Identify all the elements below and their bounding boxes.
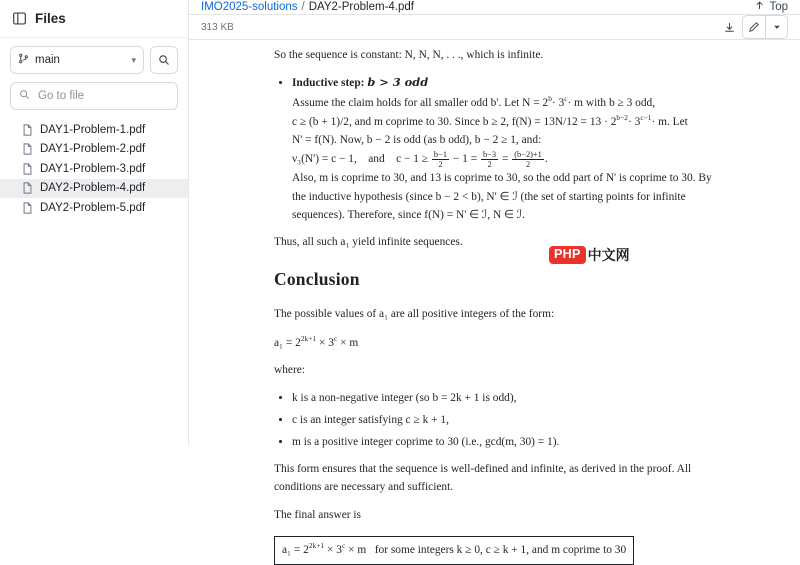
inductive-body-3: · m with b ≥ 3 odd, xyxy=(567,96,656,109)
file-toolbar-actions xyxy=(718,15,788,39)
document-viewer[interactable] xyxy=(189,40,800,565)
main-panel xyxy=(189,0,800,557)
doc-closing xyxy=(274,460,712,497)
doc-possible-values: The possible values of a₁ are all positive integers of the form: xyxy=(274,308,555,321)
branch-name: main xyxy=(35,54,60,66)
search-icon xyxy=(19,87,30,105)
inductive-step-label: Inductive step: xyxy=(292,77,365,90)
inductive-body-line2: c ≥ (b + 1)/2, and m coprime to 30. Since b ≥ 2, $f(N) = 13N/12 = 13 \cdot 2^{b-2}\cdot 3^{c-1}\cdot m$. Let xyxy=(292,113,688,128)
branch-icon xyxy=(18,53,29,67)
file-icon xyxy=(22,202,33,214)
line-c-geq: c ≥ (b + 1)/2, and m coprime to 30. Since b ≥ 2, f(N) = 13N/12 = 13 · 2 xyxy=(292,116,617,128)
file-list-item-selected[interactable] xyxy=(0,179,188,199)
doc-line-thus: Thus, all such a₁ yield infinite sequences. xyxy=(274,235,463,248)
sidebar-title: Files xyxy=(35,11,66,26)
breadcrumb-separator: / xyxy=(301,1,305,13)
doc-bullet-inductive-step xyxy=(292,73,712,224)
download-button[interactable] xyxy=(718,16,740,38)
fraction-b-minus-1-over-2: $\frac{b-1}{2}$ xyxy=(433,149,448,170)
line-c-geq-3: · m. Let xyxy=(651,116,688,128)
inductive-body-line7: sequences). Therefore, since f(N) = N' ∈ ℐ, N ∈ ℐ. xyxy=(292,209,526,222)
file-icon xyxy=(22,163,33,175)
edit-button[interactable] xyxy=(743,16,765,38)
file-icon xyxy=(22,143,33,155)
breadcrumb-repo-link[interactable]: IMO2025-solutions xyxy=(201,1,298,13)
branch-selector[interactable] xyxy=(10,46,144,74)
closing-line-2: conditions are necessary and sufficient. xyxy=(274,481,454,494)
inductive-body-line6: the inductive hypothesis (since b − 2 < b), N' ∈ ℐ (the set of starting points for infinite xyxy=(292,190,686,203)
line-nu3-c: − 1 = xyxy=(452,153,478,166)
file-icon xyxy=(22,182,33,194)
inductive-step-condition: b > 3 odd xyxy=(367,75,429,90)
sidebar-search-button[interactable] xyxy=(150,46,178,74)
file-list-item-label: DAY1-Problem-1.pdf xyxy=(40,123,146,136)
scroll-to-top-label: Top xyxy=(769,1,788,13)
file-list-item-label: DAY2-Problem-5.pdf xyxy=(40,201,146,214)
download-icon xyxy=(723,21,736,34)
goto-file-input[interactable] xyxy=(36,89,169,103)
line-nu3-b: c − 1 ≥ xyxy=(396,153,429,166)
breadcrumb-file: DAY2-Problem-4.pdf xyxy=(308,1,414,13)
pencil-icon xyxy=(748,21,760,33)
inductive-body-line3: N' = f(N). Now, b − 2 is odd (as b odd), b − 2 ≥ 1, and: xyxy=(292,134,542,147)
file-toolbar xyxy=(189,15,800,40)
fraction-b-minus-2-plus-1-over-2: $\frac{(b-2)+1}{2}$ xyxy=(514,149,542,170)
inductive-step-body: Assume the claim holds for all smaller odd b'. Let $N = 2^b\cdot 3^c\cdot m$ with b ≥ 3 odd, xyxy=(292,93,656,109)
edit-actions-group xyxy=(742,15,788,39)
doc-bullet-list xyxy=(274,73,712,224)
scroll-to-top-button[interactable] xyxy=(754,0,788,14)
answer-part-2: × 3 xyxy=(324,544,342,557)
watermark-badge: PHP xyxy=(549,246,586,264)
more-options-button[interactable] xyxy=(765,16,787,38)
line-nu3: ν₃(N') = c − 1, xyxy=(292,153,357,166)
goto-file-row[interactable] xyxy=(10,82,178,110)
file-list-item[interactable] xyxy=(0,198,188,218)
line-and: and xyxy=(368,153,385,166)
search-icon xyxy=(158,54,170,66)
file-list-item-label: DAY1-Problem-2.pdf xyxy=(40,143,146,156)
conclusion-heading: Conclusion xyxy=(274,268,360,289)
file-list-item-label: DAY1-Problem-3.pdf xyxy=(40,162,146,175)
caret-down-icon xyxy=(772,22,782,32)
where-item: • m is a positive integer coprime to 30 (i.e., gcd(m, 30) = 1). xyxy=(292,433,712,451)
where-item: • c is an integer satisfying c ≥ k + 1, xyxy=(292,411,712,429)
inductive-body-2: · 3 xyxy=(551,96,565,109)
line-c-geq-2: · 3 xyxy=(627,116,641,128)
document-content xyxy=(189,40,800,565)
final-answer-box: $a_1 = 2^{2k+1} \times 3^c \times m$ for some integers k ≥ 0, c ≥ k + 1, and m coprime to 30 xyxy=(274,536,634,564)
formula-part-1: a₁ = 2 xyxy=(274,336,301,349)
sidebar-header xyxy=(0,0,188,38)
closing-line-1: This form ensures that the sequence is well-defined and infinite, as derived in the proof. All xyxy=(274,462,692,475)
answer-part-3: × m xyxy=(345,544,367,557)
formula-part-2: × 3 xyxy=(316,336,334,349)
answer-part-4: for some integers k ≥ 0, c ≥ k + 1, and m coprime to 30 xyxy=(374,544,627,557)
doc-where-label: where: xyxy=(274,364,305,377)
files-icon xyxy=(12,11,27,26)
branch-row xyxy=(0,38,188,80)
doc-final-answer-label: The final answer is xyxy=(274,508,361,521)
where-item: • k is a non-negative integer (so b = 2k + 1 is odd), xyxy=(292,389,712,407)
inductive-body-1: Assume the claim holds for all smaller odd b'. Let N = 2 xyxy=(292,96,549,109)
line-nu3-d: = xyxy=(501,153,509,166)
answer-part-1: a₁ = 2 xyxy=(282,544,309,557)
file-size-label: 313 KB xyxy=(201,21,234,33)
doc-where-list xyxy=(274,389,712,452)
fraction-b-minus-3-over-2: $\frac{b-3}{2}$ xyxy=(482,149,497,170)
doc-formula: $a_1 = 2^{2k+1} \times 3^c \times m$ xyxy=(274,333,359,349)
sidebar xyxy=(0,0,189,445)
file-list-item[interactable] xyxy=(0,120,188,140)
file-list-item[interactable] xyxy=(0,140,188,160)
watermark-text: 中文网 xyxy=(587,246,630,263)
arrow-up-icon xyxy=(754,0,765,14)
file-list-item[interactable] xyxy=(0,159,188,179)
file-list xyxy=(0,118,188,218)
formula-part-3: × m xyxy=(337,336,359,349)
doc-line-constant: So the sequence is constant: N, N, N, . . ., which is infinite. xyxy=(274,49,544,61)
inductive-body-line4: ν₃(N') = c − 1, and c − 1 ≥ $\frac{b-1}{2}$ − 1 = $\frac{b-3}{2}$ = $\frac{(b-2)+1}{2}$ . xyxy=(292,149,548,170)
file-list-item-label: DAY2-Problem-4.pdf xyxy=(40,182,146,195)
chevron-down-icon: ▾ xyxy=(131,54,136,65)
breadcrumb-bar xyxy=(189,0,800,15)
inductive-body-line5: Also, m is coprime to 30, and 13 is coprime to 30, so the odd part of N' is coprime to 30. By xyxy=(292,172,712,185)
file-icon xyxy=(22,124,33,136)
